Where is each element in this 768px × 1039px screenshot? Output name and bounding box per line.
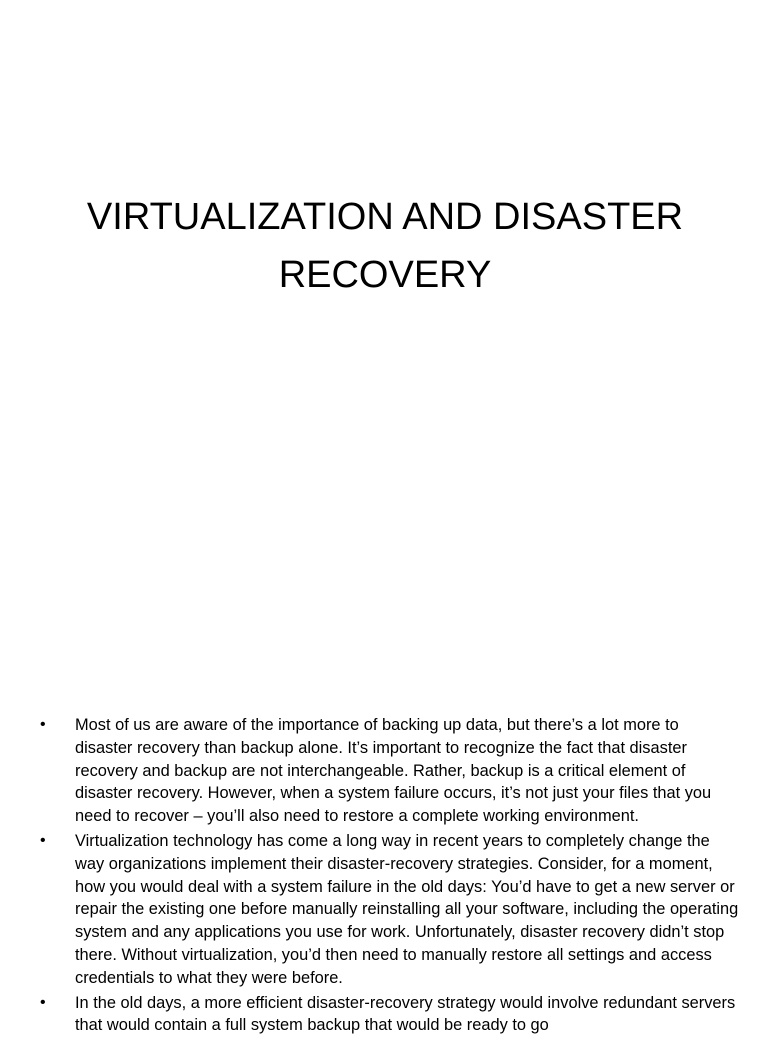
bullet-icon: •	[40, 993, 46, 1011]
bullet-item	[40, 830, 740, 990]
slide-title: VIRTUALIZATION AND DISASTER RECOVERY	[86, 196, 684, 296]
bullet-text: In the old days, a more efficient disaster-recovery strategy would involve redundant servers that would contain a full system backup that would be ready to go	[75, 993, 736, 1035]
bullet-icon: •	[40, 831, 46, 849]
bullet-text: Virtualization technology has come a long way in recent years to completely change the way organizations implement their disaster-recovery strategies. Consider, for a moment, how you would deal with a system failure in the old days: You’d have to get a new server or repair the existing one before manually reinstalling all your software, including the operating system and any applications you use for work. Unfortunately, disaster recovery didn’t stop there. Without virtualization, you’d then need to manually restore all settings and access credentials to what they were before.	[75, 831, 739, 987]
bullet-icon: •	[40, 716, 46, 733]
bullet-text: Most of us are aware of the importance of backing up data, but there’s a lot more to disaster recovery than backup alone. It’s important to recognize the fact that disaster recovery and backup are not interchangeable. Rather, backup is a critical element of disaster recovery. However, when a system failure occurs, it’s not just your files that you need to recover – you’ll also need to restore a complete working environment.	[75, 716, 712, 826]
bullet-item	[40, 992, 740, 1038]
bullet-list	[40, 714, 740, 1039]
bullet-item	[40, 714, 740, 828]
